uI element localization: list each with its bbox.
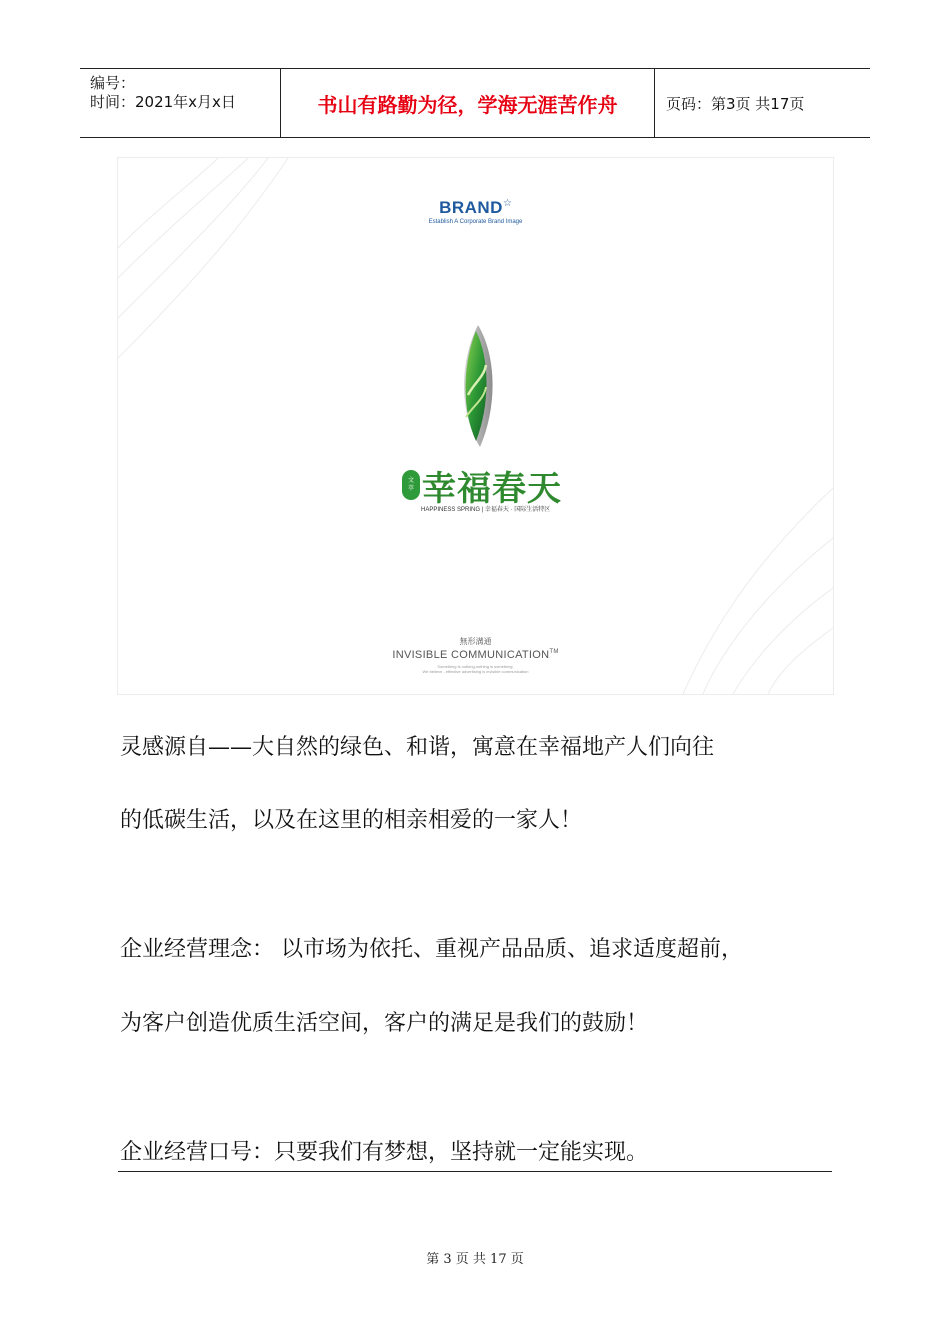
logo-tagline: HAPPINESS SPRING | 幸福春天 · 国际生活特区 — [421, 507, 551, 513]
invisible-communication-note-1: Something is nothing,nothing is something. — [437, 664, 514, 669]
logo-wordmark — [402, 464, 562, 509]
invisible-communication-chinese: 無形溝通 — [459, 637, 492, 646]
document-header — [80, 68, 870, 138]
invisible-communication-title — [118, 649, 833, 661]
trademark-mark: TM — [549, 649, 559, 655]
paragraph-philosophy-line-2: 为客户创造优质生活空间，客户的满足是我们的鼓励！ — [120, 1011, 649, 1036]
page-footer: 第 3 页 共 17 页 — [426, 1252, 524, 1267]
invisible-communication-note-2: We believe - effective advertising is invisible communication — [422, 669, 529, 674]
header-page-info: 页码：第3页 共17页 — [666, 94, 805, 113]
header-motto: 书山有路勤为径，学海无涯苦作舟 — [281, 69, 655, 137]
brand-subtitle: Establish A Corporate Brand Image — [428, 219, 523, 225]
header-meta-cell — [80, 69, 281, 137]
invisible-communication-text: INVISIBLE COMMUNICATION — [392, 649, 550, 661]
paragraph-slogan: 企业经营口号：只要我们有梦想，坚持就一定能实现。 — [120, 1140, 649, 1165]
paragraph-inspiration-line-1: 灵感源自——大自然的绿色、和谐，寓意在幸福地产人们向往 — [120, 735, 715, 760]
logo-badge — [402, 470, 420, 500]
logo-badge-bottom: 萃 — [407, 485, 414, 492]
brand-image — [117, 157, 834, 695]
divider-line — [118, 1171, 832, 1172]
number-label: 编号： — [90, 74, 136, 92]
paragraph-inspiration-line-2: 的低碳生活，以及在这里的相亲相爱的一家人！ — [120, 808, 583, 833]
brand-title: BRAND — [439, 198, 503, 217]
star-icon: ☆ — [502, 198, 512, 209]
leaf-logo-icon — [456, 325, 496, 447]
date-label: 时间：2021年x月x日 — [90, 93, 236, 111]
paragraph-philosophy-line-1: 企业经营理念： 以市场为依托、重视产品品质、追求适度超前， — [120, 937, 743, 962]
logo-name: 幸福春天 — [422, 468, 562, 509]
logo-badge-top: 文 — [407, 477, 414, 484]
brand-header — [118, 198, 833, 225]
